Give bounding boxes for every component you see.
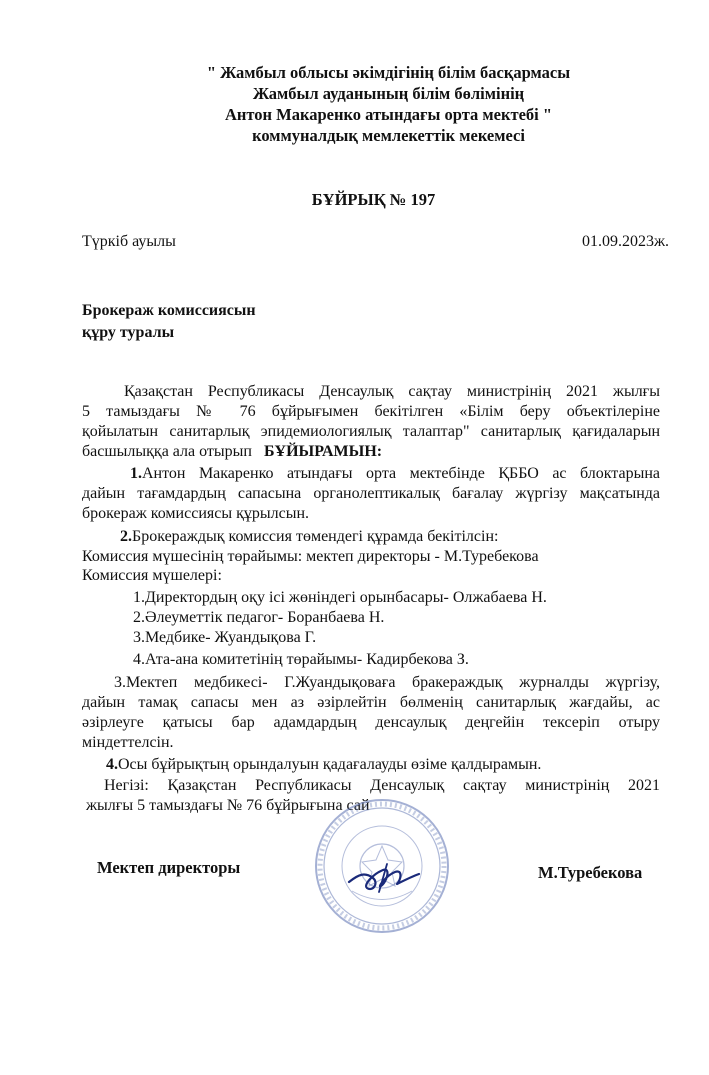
preamble bbox=[82, 382, 660, 462]
order-title: БҰЙРЫҚ № 197 bbox=[311, 190, 436, 209]
preamble-line-1: Қазақстан Республикасы Денсаулық сақтау министрінің 2021 жылғы bbox=[124, 383, 660, 400]
order-item-3 bbox=[82, 673, 660, 753]
item-1-line-2: дайын тағамдардың сапасына органолептикалық бағалау жүргізу мақсатында bbox=[82, 485, 660, 502]
preamble-line-3: қойылатын санитарлық эпидемиологиялық талаптар" санитарлық қағидаларын bbox=[82, 423, 660, 440]
item-1-line-1: Антон Макаренко атындағы орта мектебінде ҚББО ас блоктарына bbox=[142, 465, 660, 482]
order-item-4 bbox=[106, 756, 541, 774]
preamble-line-2: 5 тамыздағы № 76 бұйрығымен бекітілген «Білім беру объектілеріне bbox=[82, 403, 660, 420]
item-3-line-4: міндеттелсін. bbox=[82, 734, 174, 751]
item-4-number: 4. bbox=[106, 756, 118, 773]
member-item-4: 4.Ата-ана комитетінің төрайымы- Кадирбекова З. bbox=[133, 651, 469, 668]
preamble-line-4 bbox=[82, 442, 660, 462]
order-subject bbox=[82, 300, 256, 344]
item-2-text: Брокераждық комиссия төмендегі құрамда бекітілсін: bbox=[132, 528, 499, 545]
signatory-position: Мектеп директоры bbox=[97, 858, 241, 877]
signature-scribble-icon bbox=[343, 852, 423, 902]
item-3-line-2: дайын тамақ сапасы мен аз әзірлейтін бөлменің санитарлық жағдайы, ас bbox=[82, 694, 660, 711]
order-item-2 bbox=[120, 528, 498, 546]
order-directive: БҰЙЫРАМЫН: bbox=[263, 443, 383, 460]
signatory-name: М.Туребекова bbox=[538, 863, 643, 882]
subject-line-1: Брокераж комиссиясын bbox=[82, 302, 256, 319]
basis-line-2: жылғы 5 тамыздағы № 76 бұйрығына сай bbox=[86, 797, 370, 814]
item-2-number: 2. bbox=[120, 528, 132, 545]
item-1-number: 1. bbox=[130, 465, 142, 482]
preamble-line-4-text: басшылыққа ала отырып bbox=[82, 443, 252, 460]
members-label: Комиссия мүшелері: bbox=[82, 567, 222, 584]
item-3-line-3: әзірлеуге қатысы бар адамдардың денсаулық деңгейін тексеріп отыру bbox=[82, 714, 660, 731]
item-3-line-1: 3.Мектеп медбикесі- Г.Жуандықоваға бракераждық журналды жүргізу, bbox=[114, 674, 660, 691]
header-line-4: коммуналдық мемлекеттік мекемесі bbox=[252, 126, 525, 145]
header-line-3: Антон Макаренко атындағы орта мектебі " bbox=[224, 105, 553, 124]
order-date: 01.09.2023ж. bbox=[581, 233, 669, 250]
member-item-2: 2.Әлеуметтік педагог- Боранбаева Н. bbox=[133, 609, 385, 626]
order-item-1 bbox=[82, 464, 660, 524]
commission-chair: Комиссия мүшесінің төрайымы: мектеп директоры - М.Туребекова bbox=[82, 548, 539, 565]
item-4-text: Осы бұйрықтың орындалуын қадағалауды өзіме қалдырамын. bbox=[118, 756, 542, 773]
member-item-1: 1.Директордың оқу ісі жөніндегі орынбасары- Олжабаева Н. bbox=[133, 589, 547, 606]
item-1-line-3: брокераж комиссиясы құрылсын. bbox=[82, 505, 310, 522]
organization-header bbox=[0, 62, 709, 146]
subject-line-2: құру туралы bbox=[82, 324, 175, 341]
member-item-3: 3.Медбике- Жуандықова Г. bbox=[133, 629, 317, 646]
header-line-1: " Жамбыл облысы әкімдігінің білім басқармасы bbox=[206, 63, 571, 82]
header-line-2: Жамбыл ауданының білім бөлімінің bbox=[252, 84, 525, 103]
basis-line-1: Негізі: Қазақстан Республикасы Денсаулық сақтау министрінің 2021 bbox=[104, 777, 660, 794]
place-label: Түркіб ауылы bbox=[82, 233, 176, 250]
